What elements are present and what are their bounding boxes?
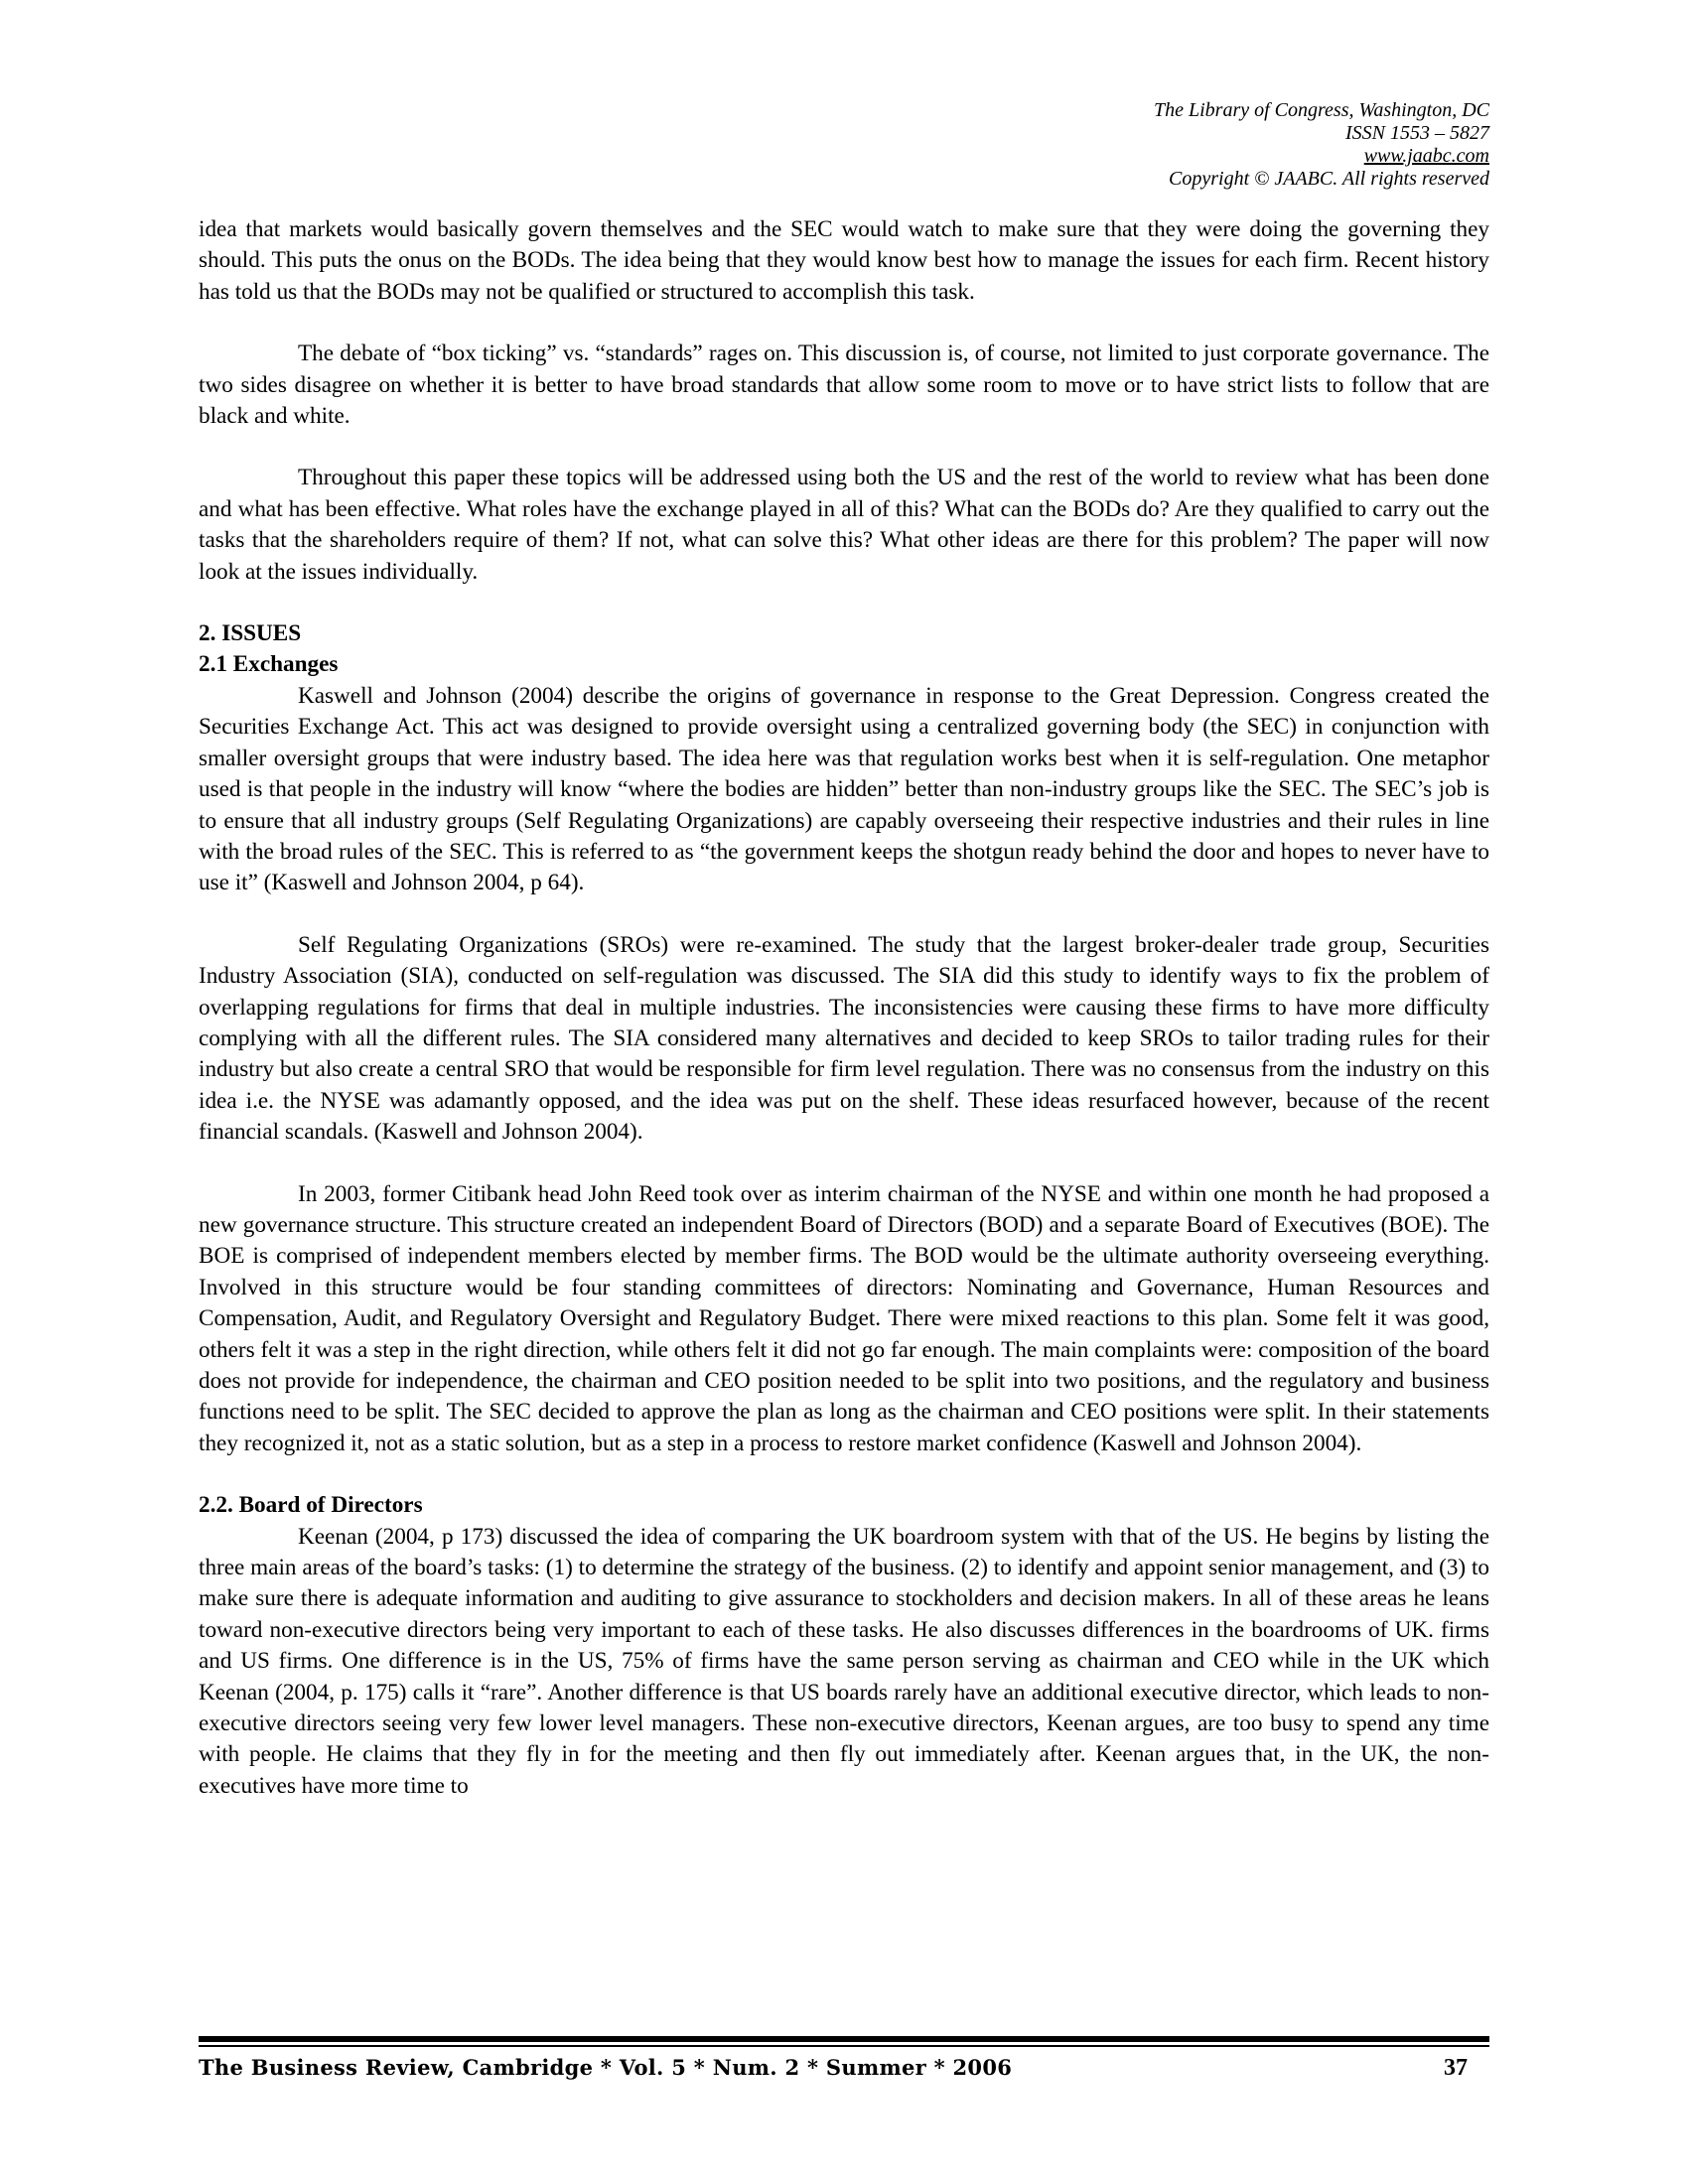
header-issn: ISSN 1553 – 5827 — [1345, 122, 1489, 144]
footer-rule-thick — [199, 2036, 1489, 2042]
page-number: 37 — [1444, 2055, 1468, 2081]
subsection-heading-board-of-directors: 2.2. Board of Directors — [199, 1492, 423, 1519]
paragraph-exchanges-origins: Kaswell and Johnson (2004) describe the origins of governance in response to the Great Depression. Congress created the Securities Exchange Act. This act was designed to provide oversight using a centralized governing body (the SEC) in conjunction with smaller oversight groups that were industry based. The idea here was that regulation works best when it is self-regulation. One metaphor used is that people in the industry will know “where the bodies are hidden” better than non-industry groups like the SEC. The SEC’s job is to ensure that all industry groups (Self Regulating Organizations) are capably overseeing their respective industries and their rules in line with the broad rules of the SEC. This is referred to as “the government keeps the shotgun ready behind the door and hopes to never have to use it” (Kaswell and Johnson 2004, p 64). — [199, 682, 1489, 896]
paragraph-nyse-reform: In 2003, former Citibank head John Reed took over as interim chairman of the NYSE and within one month he had proposed a new governance structure. This structure created an independent Board of Directors (BOD) and a separate Board of Executives (BOE). The BOE is comprised of independent members elected by member firms. The BOD would be the ultimate authority overseeing everything. Involved in this structure would be four standing committees of directors: Nominating and Governance, Human Resources and Compensation, Audit, and Regulatory Oversight and Regulatory Budget. There were mixed reactions to this plan. Some felt it was good, others felt it was a step in the right direction, while others felt it did not go far enough. The main complaints were: composition of the board does not provide for independence, the chairman and CEO position needed to be split into two positions, and the regulatory and business functions need to be split. The SEC decided to approve the plan as long as the chairman and CEO positions were split. In their statements they recognized it, not as a static solution, but as a step in a process to restore market confidence (Kaswell and Johnson 2004). — [199, 1180, 1489, 1456]
header-copyright: Copyright © JAABC. All rights reserved — [1169, 168, 1489, 190]
paragraph-keenan-boardroom: Keenan (2004, p 173) discussed the idea of comparing the UK boardroom system with that of the US. He begins by listing the three main areas of the board’s tasks: (1) to determine the strategy of the business. (2) to identify and appoint senior management, and (3) to make sure there is adequate information and auditing to give assurance to stockholders and decision makers. In all of these areas he leans toward non-executive directors being very important to each of these tasks. He also discusses differences in the boardrooms of UK. firms and US firms. One difference is in the US, 75% of firms have the same person serving as chairman and CEO while in the UK which Keenan (2004, p. 175) calls it “rare”. Another difference is that US boards rarely have an additional executive director, which leads to non-executive directors seeing very few lower level managers. These non-executive directors, Keenan argues, are too busy to spend any time with people. He claims that they fly in for the meeting and then fly out immediately after. Keenan argues that, in the UK, the non-executives have more time to — [199, 1523, 1489, 1799]
paragraph-paper-overview: Throughout this paper these topics will be addressed using both the US and the rest of the world to review what has been done and what has been effective. What roles have the exchange played in all of this? What can the BODs do? Are they qualified to carry out the tasks that the shareholders require of them? If not, what can solve this? What other ideas are there for this problem? The paper will now look at the issues individually. — [199, 465, 1489, 585]
header-publisher: The Library of Congress, Washington, DC — [1153, 99, 1489, 121]
footer-journal-citation: The Business Review, Cambridge * Vol. 5 * Num. 2 * Summer * 2006 — [199, 2055, 1013, 2080]
article-body — [199, 214, 1489, 1802]
paragraph-continuation: idea that markets would basically govern themselves and the SEC would watch to make sure that they were doing the governing they should. This puts the onus on the BODs. The idea being that they would know best how to manage the issues for each firm. Recent history has told us that the BODs may not be qualified or structured to accomplish this task. — [199, 216, 1489, 305]
page-header — [1154, 99, 1489, 191]
paragraph-sros: Self Regulating Organizations (SROs) were re-examined. The study that the largest broker-dealer trade group, Securities Industry Association (SIA), conducted on self-regulation was discussed. The SIA did this study to identify ways to fix the problem of overlapping regulations for firms that deal in multiple industries. The inconsistencies were causing these firms to have more difficulty complying with all the different rules. The SIA considered many alternatives and decided to keep SROs to tailor trading rules for their industry but also create a central SRO that would be responsible for firm level regulation. There was no consensus from the industry on this idea i.e. the NYSE was adamantly opposed, and the idea was put on the shelf. These ideas resurfaced however, because of the recent financial scandals. (Kaswell and Johnson 2004). — [199, 931, 1489, 1146]
header-website-link[interactable]: www.jaabc.com — [1363, 145, 1489, 167]
paragraph-box-ticking-debate: The debate of “box ticking” vs. “standards” rages on. This discussion is, of course, not limited to just corporate governance. The two sides disagree on whether it is better to have broad standards that allow some room to move or to have strict lists to follow that are black and white. — [199, 341, 1489, 430]
footer-rule-thin — [199, 2045, 1489, 2047]
section-heading-issues: 2. ISSUES — [199, 620, 302, 647]
subsection-heading-exchanges: 2.1 Exchanges — [199, 651, 339, 678]
